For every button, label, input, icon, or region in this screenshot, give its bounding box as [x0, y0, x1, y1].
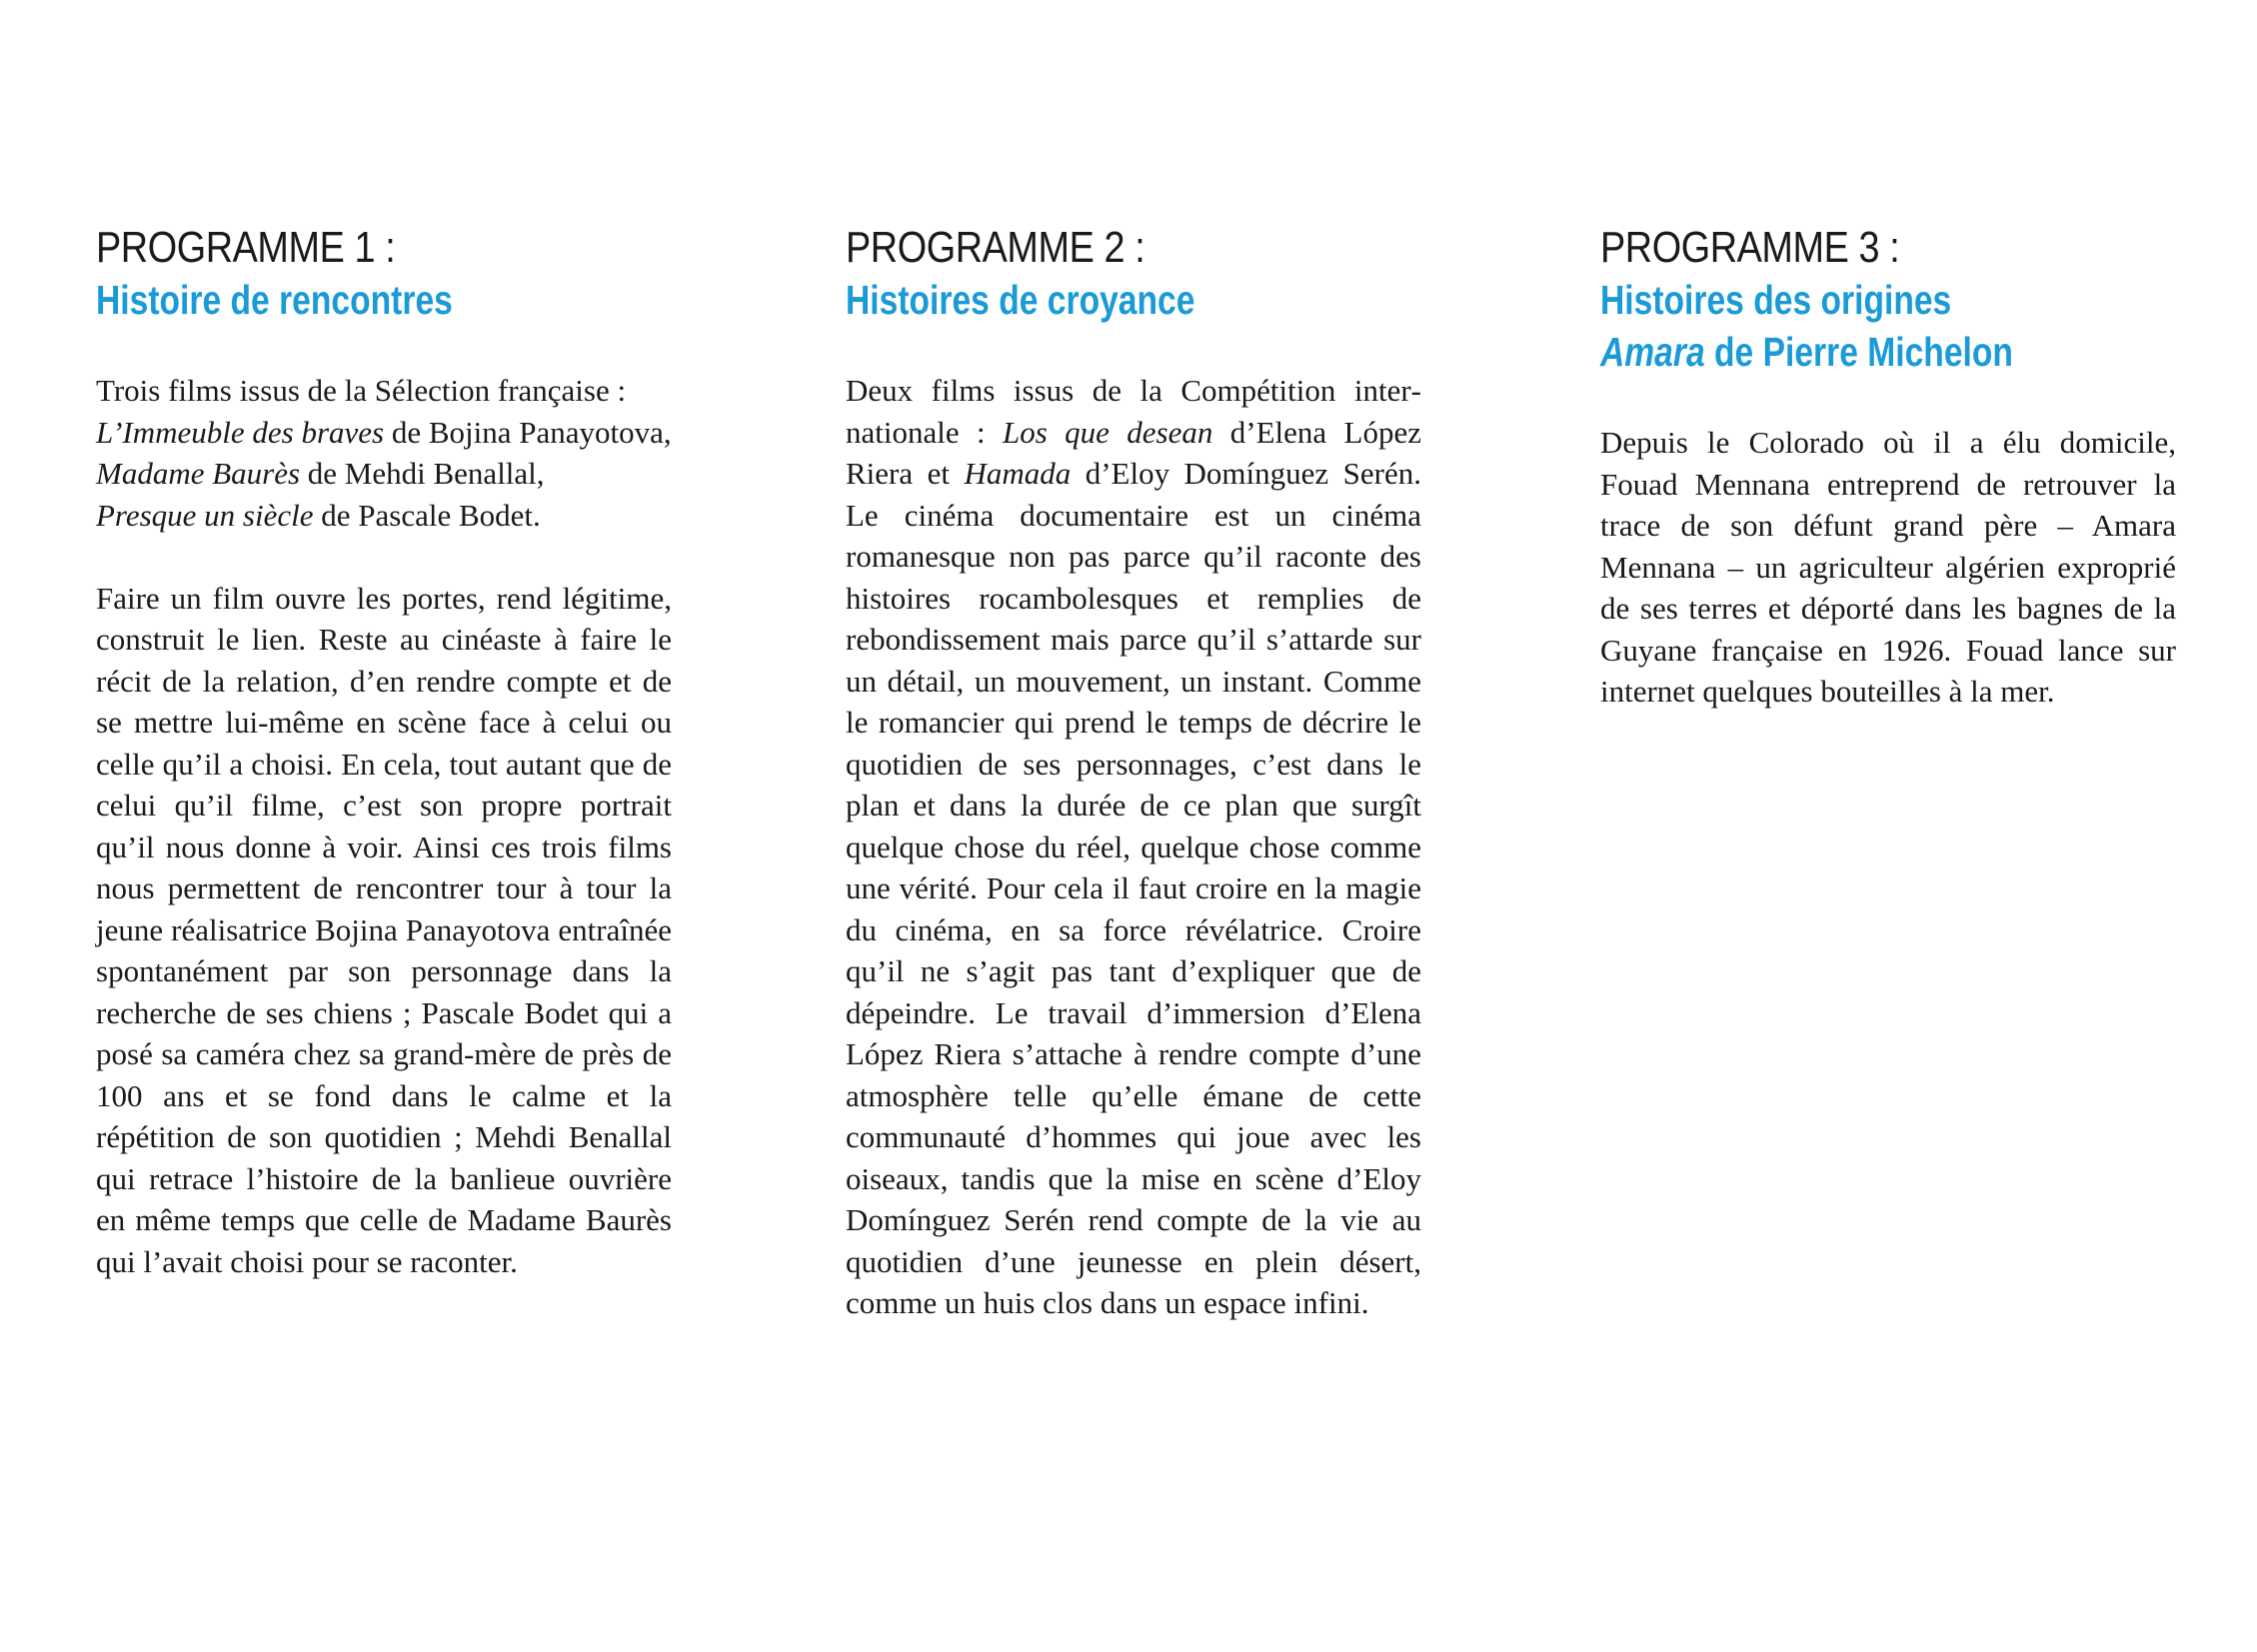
film-title: Amara: [1600, 329, 1705, 375]
programme-2-subtitle: Histoires de croyance: [846, 277, 1195, 323]
programme-3-column: [1600, 222, 2176, 713]
programme-2-column: [846, 222, 1421, 1324]
film-credit: de Pierre Michelon: [1704, 329, 2013, 375]
film-title: L’Immeuble des braves: [96, 414, 385, 450]
programme-3-film-heading: [1600, 326, 2072, 378]
programme-1-body: Faire un film ouvre les portes, rend légitime, construit le lien. Reste au cinéaste à faire le récit de la relation, d’en rendre compte et de se mettre lui-même en scène face à celui ou celle qu’il a choisi. En cela, tout autant que de celui qu’il filme, c’est son propre portrait qu’il nous donne à voir. Ainsi ces trois films nous permettent de rencontrer tour à tour la jeune réalisatrice Bojina Panayotova entraînée spontanément par son personnage dans la recherche de ses chiens ; Pascale Bodet qui a posé sa caméra chez sa grand-mère de près de 100 ans et se fond dans le calme et la répétition de son quotidien ; Mehdi Benallal qui retrace l’histoire de la banlieue ouvrière en même temps que celle de Madame Baurès qui l’avait choisi pour se raconter.: [96, 580, 672, 1279]
film-title: Los que desean: [1002, 414, 1213, 450]
programme-1-label: PROGRAMME 1 :: [96, 223, 396, 272]
film-credit: de Bojina Panayotova,: [384, 414, 672, 450]
film-credit: de Mehdi Benallal,: [300, 456, 545, 491]
film-title: Presque un siècle: [96, 497, 314, 533]
film-credit: d’Eloy Domínguez Serén.: [1071, 456, 1421, 491]
film-credit: d’Elena López Riera et: [846, 414, 1421, 491]
programme-2-label: PROGRAMME 2 :: [846, 223, 1145, 272]
film-title: Madame Baurès: [96, 456, 301, 491]
film-credit: de Pascale Bodet.: [313, 497, 541, 533]
programme-1-column: [96, 222, 672, 1282]
intro-prefix: Deux films issus de la Compétition internationale :: [846, 373, 1421, 450]
programme-2-body: Le cinéma documentaire est un cinéma romanesque non pas parce qu’il raconte des histoires rocambolesques et remplies de rebondissement mais parce qu’il s’attarde sur un détail, un mouvement, un instant. Comme le romancier qui prend le temps de décrire le quotidien de ses personnages, c’est dans le plan et dans la durée de ce plan que surgît quelque chose du réel, quelque chose comme une vérité. Pour cela il faut croire en la magie du cinéma, en sa force révélatrice. Croire qu’il ne s’agit pas tant d’expliquer que de dépeindre. Le travail d’immersion d’Elena López Riera s’attache à rendre compte d’une atmosphère telle qu’elle émane de cette communauté d’hommes qui joue avec les oiseaux, tandis que la mise en scène d’Eloy Domínguez Serén rend compte de la vie au quotidien d’une jeunesse en plein désert, comme un huis clos dans un espace infini.: [846, 497, 1421, 1320]
programme-2-text: [846, 370, 1421, 1324]
film-title: Hamada: [964, 456, 1072, 491]
programme-3-body: Depuis le Colorado où il a élu domicile, Fouad Mennana entreprend de retrouver la trace de son défunt grand père – Amara Mennana – un agriculteur algérien exproprié de ses terres et déporté dans les bagnes de la Guyane française en 1926. Fouad lance sur internet quelques bouteilles à la mer.: [1600, 425, 2176, 709]
programme-1-subtitle: Histoire de rencontres: [96, 277, 453, 323]
programme-1-intro: [96, 370, 672, 536]
programme-3-label: PROGRAMME 3 :: [1600, 223, 1900, 272]
intro-prefix: Trois films issus de la Sélection française :: [96, 373, 627, 408]
programme-3-subtitle: Histoires des origines: [1600, 277, 1952, 323]
